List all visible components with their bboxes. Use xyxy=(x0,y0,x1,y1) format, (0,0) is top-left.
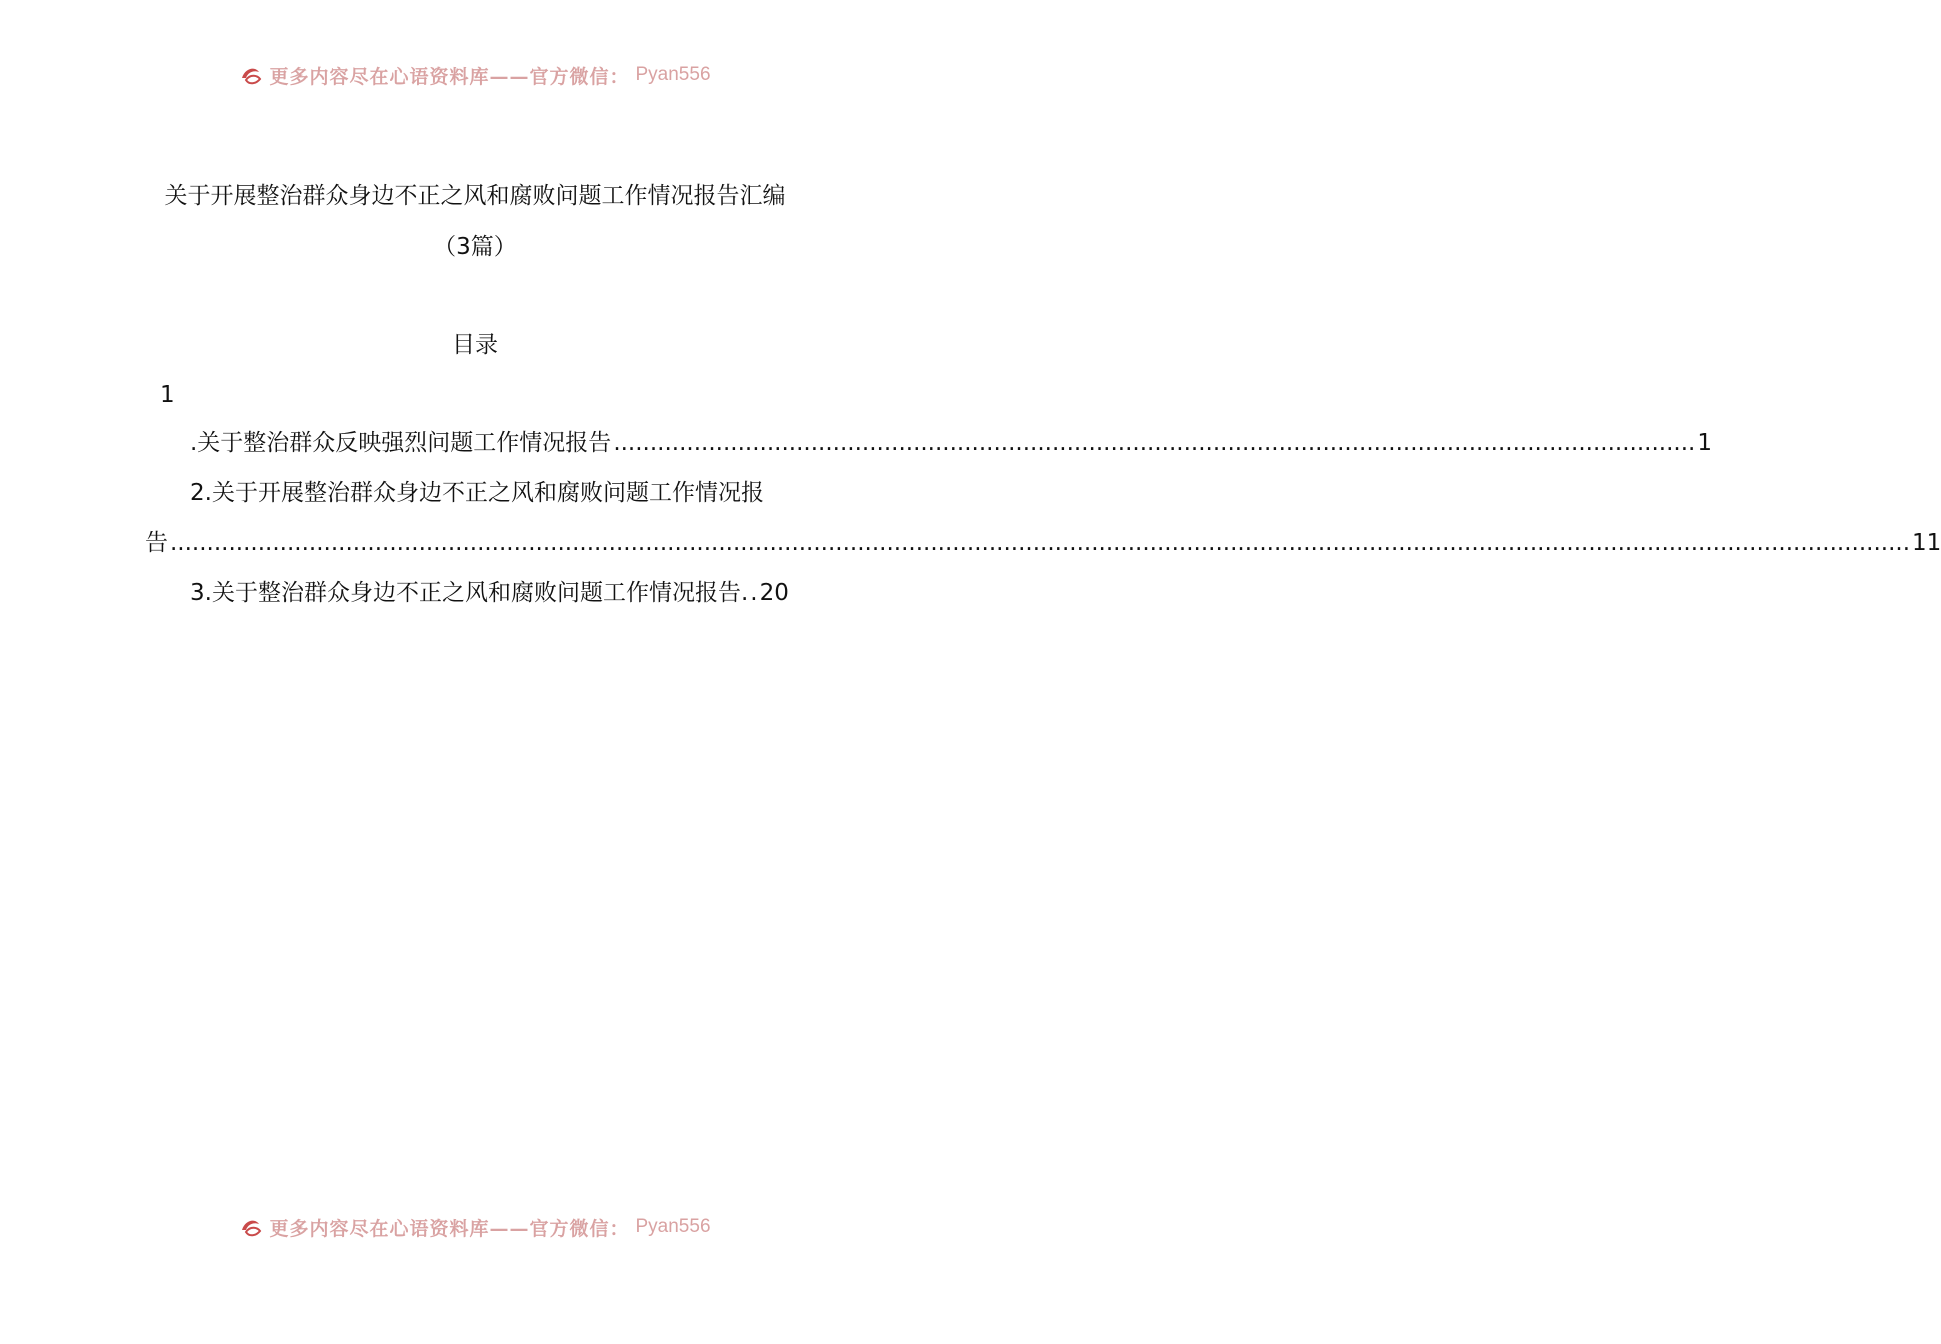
toc-entry-title: 2.关于开展整治群众身边不正之风和腐败问题工作情况报 xyxy=(190,480,764,506)
toc-entry-page: 11 xyxy=(1912,530,1941,556)
toc-heading: 目录 xyxy=(452,332,498,358)
watermark-id: Pyan556 xyxy=(635,64,711,85)
footer-watermark xyxy=(0,1210,950,1240)
toc-entry-page: 1 xyxy=(1697,430,1712,456)
toc-entry-3[interactable] xyxy=(190,578,804,608)
toc-entry-title: .关于整治群众反映强烈问题工作情况报告 xyxy=(190,430,612,456)
watermark-id: Pyan556 xyxy=(635,1216,711,1237)
watermark-text: 更多内容尽在心语资料库——官方微信： xyxy=(269,1217,630,1240)
toc-leading-number: 1 xyxy=(160,382,175,408)
toc-entry-2-continuation[interactable] xyxy=(145,528,1941,558)
toc-leader-dots: .............................................................................................................................................................................................................................................. xyxy=(170,530,1911,556)
toc-leader-dots: .................................................................................................................................................... xyxy=(613,430,1696,456)
toc-entry-title: 3.关于整治群众身边不正之风和腐败问题工作情况报告. xyxy=(190,580,749,606)
toc-entry-1[interactable] xyxy=(190,428,1712,458)
toc-entry-title-cont: 告 xyxy=(145,530,168,556)
document-title: 关于开展整治群众身边不正之风和腐败问题工作情况报告汇编 xyxy=(164,183,786,209)
toc-entry-page: 20 xyxy=(759,580,789,606)
brand-logo-icon xyxy=(239,64,263,86)
header-watermark xyxy=(0,58,950,88)
document-subtitle: （3篇） xyxy=(433,234,517,260)
watermark-text: 更多内容尽在心语资料库——官方微信： xyxy=(269,65,630,88)
toc-entry-2[interactable] xyxy=(190,478,804,508)
toc-leader-dots: . xyxy=(750,580,758,606)
brand-logo-icon xyxy=(239,1216,263,1238)
